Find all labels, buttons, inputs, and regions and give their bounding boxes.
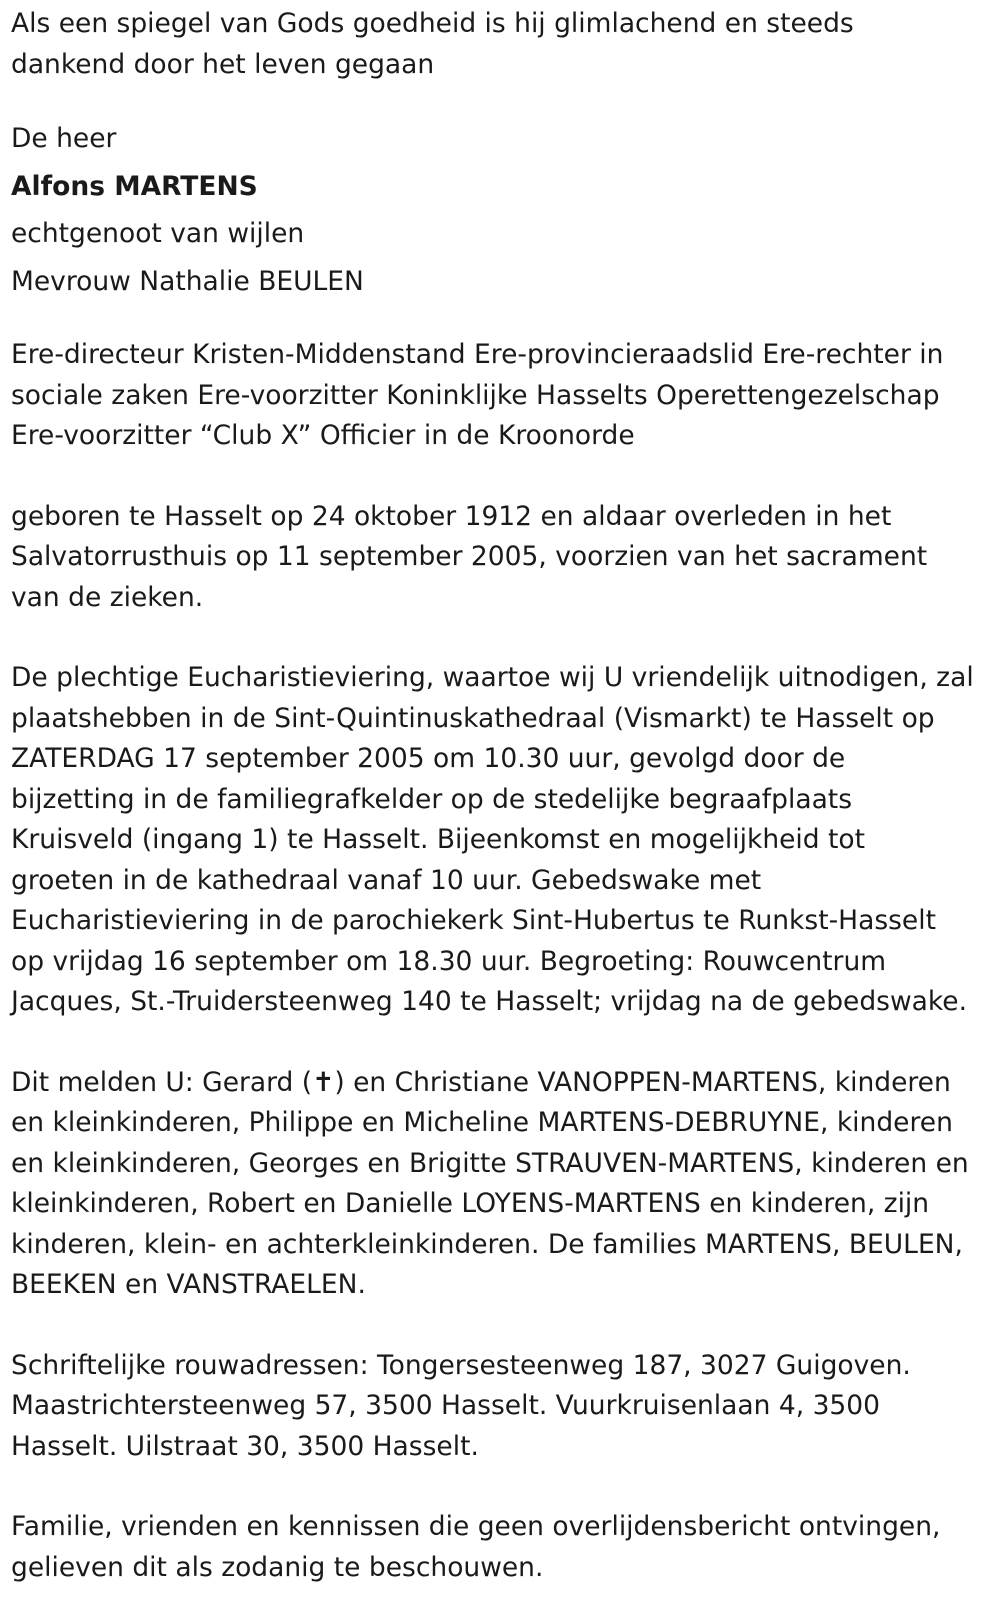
honors-paragraph: Ere-directeur Kristen-Middenstand Ere-provincieraadslid Ere-rechter in sociale zaken Ere-voorzitter Koninklijke Hasselts Operettengezelschap Ere-voorzitter “Club X” Officier in de Kroonorde [11,339,944,451]
ceremony-paragraph: De plechtige Eucharistieviering, waartoe wij U vriendelijk uitnodigen, zal plaatshebben in de Sint-Quintinuskathedraal (Vismarkt) te Hasselt op ZATERDAG 17 september 2005 om 10.30 uur, gevolgd door de bijzetting in de familiegrafkelder op de stedelijke begraafplaats Kruisveld (ingang 1) te Hasselt. Bijeenkomst en mogelijkheid tot groeten in de kathedraal vanaf 10 uur. Gebedswake met Eucharistieviering in de parochiekerk Sint-Hubertus te Runkst-Hasselt op vrijdag 16 september om 18.30 uur. Begroeting: Rouwcentrum Jacques, St.-Truidersteenweg 140 te Hasselt; vrijdag na de gebedswake. [11,662,974,1017]
relation-text: echtgenoot van wijlen [11,218,305,249]
family-paragraph: Dit melden U: Gerard (✝) en Christiane VANOPPEN-MARTENS, kinderen en kleinkinderen, Philippe en Micheline MARTENS-DEBRUYNE, kinderen en kleinkinderen, Georges en Brigitte STRAUVEN-MARTENS, kinderen en kleinkinderen, Robert en Danielle LOYENS-MARTENS en kinderen, zijn kinderen, klein- en achterkleinkinderen. De families MARTENS, BEULEN, BEEKEN en VANSTRAELEN. [11,1066,969,1300]
spouse-name: Mevrouw Nathalie BEULEN [11,265,364,297]
addresses-paragraph: Schriftelijke rouwadressen: Tongersesteenweg 187, 3027 Guigoven. Maastrichtersteenweg 57, 3500 Hasselt. Vuurkruisenlaan 4, 3500 Hasselt. Uilstraat 30, 3500 Hasselt. [11,1349,911,1462]
birth-death-paragraph: geboren te Hasselt op 24 oktober 1912 en aldaar overleden in het Salvatorrusthuis op 11 september 2005, voorzien van het sacrament van de zieken. [11,500,928,613]
deceased-intro [11,115,975,305]
deceased-name: Alfons MARTENS [11,170,258,202]
closing-paragraph: Familie, vrienden en kennissen die geen overlijdensbericht ontvingen, gelieven dit als zodanig te beschouwen. [11,1511,941,1583]
opening-quote: Als een spiegel van Gods goedheid is hij glimlachend en steeds dankend door het leven gegaan [11,8,854,80]
title-prefix: De heer [11,123,117,154]
